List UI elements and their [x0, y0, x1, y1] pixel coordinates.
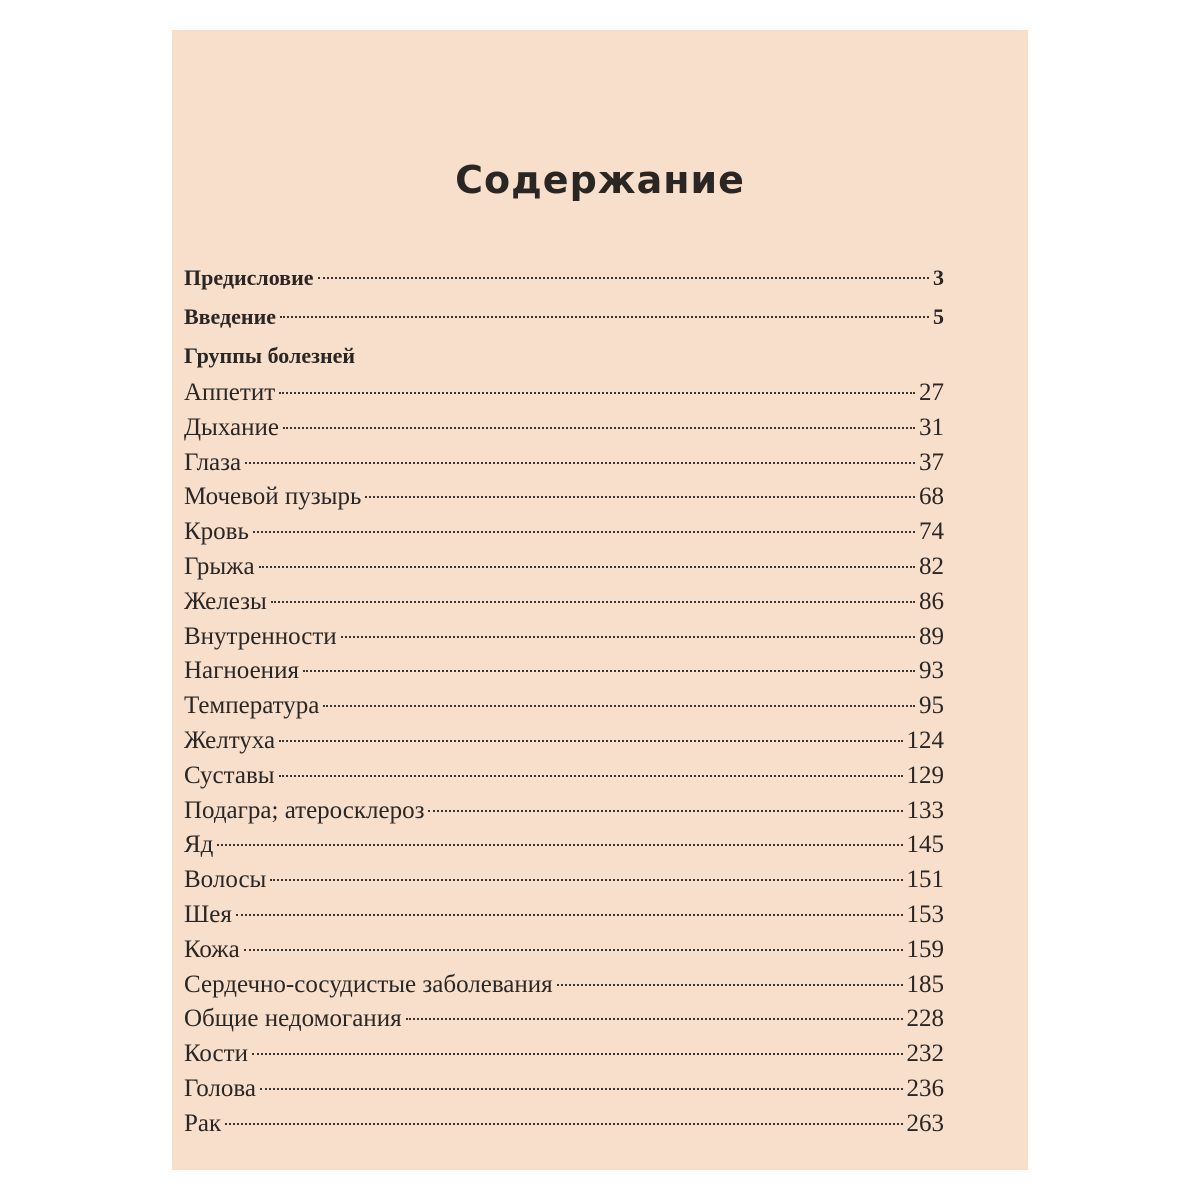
toc-entry-label: Мочевой пузырь [184, 483, 362, 511]
toc-entry-label: Волосы [184, 866, 267, 894]
toc-entry-label: Общие недомогания [184, 1005, 402, 1033]
toc-entry-page: 82 [919, 552, 944, 580]
dot-leader [253, 531, 915, 533]
toc-entry-label: Аппетит [184, 379, 276, 406]
toc-entry-label: Подагра; атеросклероз [184, 796, 425, 824]
toc-entry-page: 185 [906, 970, 944, 998]
dot-leader [341, 636, 915, 638]
toc-entry [184, 1107, 944, 1142]
toc-entry-page: 68 [919, 483, 944, 511]
dot-leader [217, 844, 902, 846]
toc-entry-label: Глаза [184, 448, 242, 476]
toc-entry-page: 74 [919, 518, 944, 546]
toc-entry-label: Дыхание [184, 413, 279, 441]
toc-entry-label: Шея [184, 900, 232, 928]
toc-entry-page: 86 [919, 587, 944, 615]
dot-leader [279, 392, 915, 394]
toc-entry-label: Кости [184, 1040, 248, 1068]
toc-entry-page: 31 [919, 413, 944, 441]
toc-entry-page: 228 [906, 1005, 944, 1033]
toc-entry-label: Желтуха [184, 726, 276, 754]
toc-entry [184, 968, 944, 1003]
toc-entry-page: 129 [906, 761, 944, 789]
dot-leader [318, 277, 929, 279]
toc-entry-label: Грыжа [184, 552, 255, 580]
toc-entry [184, 411, 944, 446]
toc-entry-page: 95 [919, 692, 944, 720]
dot-leader [252, 1053, 903, 1055]
toc-entry [184, 863, 944, 898]
toc-entry [184, 898, 944, 933]
toc-entry-page: 151 [906, 866, 944, 894]
dot-leader [280, 316, 929, 318]
toc-entry [184, 515, 944, 550]
table-of-contents [184, 258, 944, 1142]
toc-entry-page: 133 [906, 796, 944, 824]
dot-leader [260, 1088, 903, 1090]
toc-entry-label: Голова [184, 1074, 256, 1102]
dot-leader [236, 914, 903, 916]
dot-leader [244, 949, 903, 951]
page-title: Содержание [455, 158, 745, 202]
toc-entry-label: Суставы [184, 761, 275, 789]
toc-entry [184, 654, 944, 689]
toc-entry-page: 93 [919, 657, 944, 685]
toc-entry [184, 376, 944, 411]
toc-entry-page: 159 [906, 935, 944, 963]
toc-entry-page: 145 [906, 831, 944, 859]
toc-entry-label: Введение [184, 304, 277, 329]
toc-entry [184, 446, 944, 481]
toc-entry-label: Рак [184, 1109, 222, 1137]
toc-entry [184, 724, 944, 759]
toc-entry-label: Кожа [184, 935, 240, 963]
dot-leader [406, 1018, 903, 1020]
dot-leader [323, 705, 915, 707]
dot-leader [279, 775, 903, 777]
toc-entry-page: 27 [919, 379, 944, 406]
toc-entry-label: Предисловие [184, 265, 314, 290]
toc-entry [184, 759, 944, 794]
toc-entry [184, 480, 944, 515]
toc-entry [184, 585, 944, 620]
toc-entry-label: Нагноения [184, 657, 299, 685]
toc-entry-label: Железы [184, 587, 267, 615]
toc-entry-page: 263 [906, 1109, 944, 1137]
toc-entry [184, 1002, 944, 1037]
toc-entry-page: 153 [906, 900, 944, 928]
dot-leader [365, 496, 915, 498]
toc-entry-page: 37 [919, 448, 944, 476]
toc-entry-preface [184, 258, 944, 297]
toc-entry-label: Кровь [184, 518, 249, 546]
toc-entry [184, 620, 944, 655]
toc-entry [184, 828, 944, 863]
toc-entry-label: Яд [184, 831, 214, 859]
toc-entry-introduction [184, 297, 944, 336]
dot-leader [259, 566, 915, 568]
book-page [172, 30, 1028, 1170]
dot-leader [225, 1123, 902, 1125]
toc-entry [184, 550, 944, 585]
toc-entry-page: 232 [906, 1040, 944, 1068]
dot-leader [283, 427, 915, 429]
dot-leader [271, 601, 915, 603]
toc-entry [184, 1072, 944, 1107]
toc-entry-label: Сердечно-сосудистые заболевания [184, 970, 553, 998]
toc-entry [184, 794, 944, 829]
toc-group-heading [184, 336, 944, 376]
toc-entry [184, 1037, 944, 1072]
toc-entry-page: 3 [933, 265, 944, 290]
dot-leader [303, 670, 915, 672]
toc-entry-page: 5 [933, 304, 944, 329]
toc-entry [184, 689, 944, 724]
toc-entry-label: Внутренности [184, 622, 337, 650]
group-heading-label: Группы болезней [184, 343, 356, 368]
dot-leader [270, 879, 902, 881]
dot-leader [557, 984, 903, 986]
toc-entry [184, 933, 944, 968]
dot-leader [428, 810, 902, 812]
toc-entry-page: 89 [919, 622, 944, 650]
dot-leader [245, 462, 915, 464]
toc-entry-label: Температура [184, 692, 320, 720]
toc-entry-page: 236 [906, 1074, 944, 1102]
dot-leader [279, 740, 902, 742]
toc-entries-list [184, 376, 944, 1142]
toc-entry-page: 124 [906, 726, 944, 754]
